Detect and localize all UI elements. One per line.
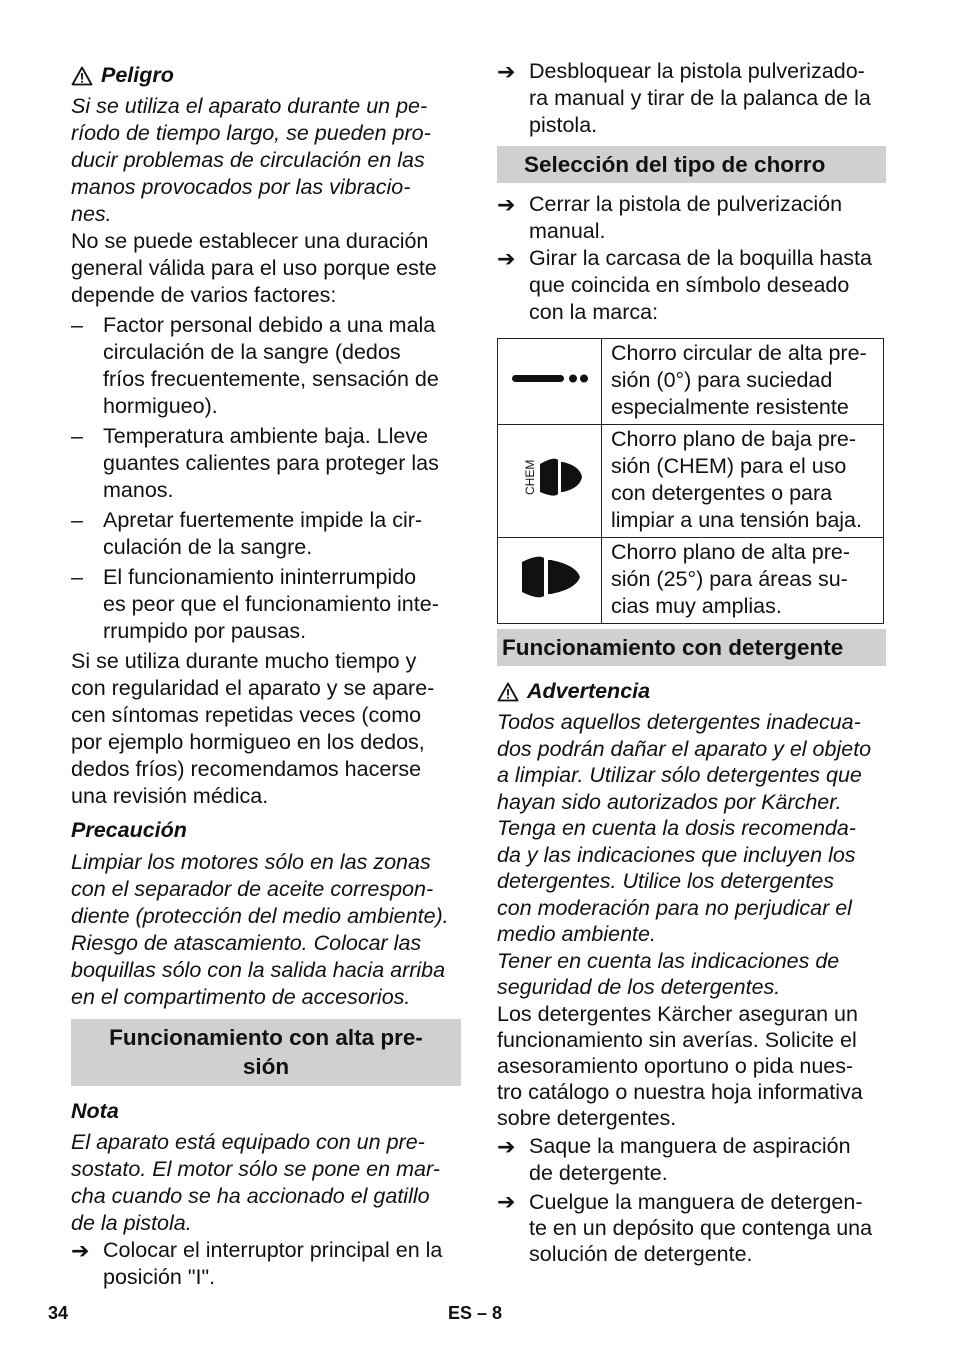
table-cell: Chorro plano de alta pre- sión (25°) para áreas su- cias muy amplias.: [602, 538, 884, 624]
section-heading-detergent: Funcionamiento con detergente: [497, 629, 886, 666]
svg-text:CHEM: CHEM: [522, 459, 537, 495]
medical-advice-paragraph: Si se utiliza durante mucho tiempo y con regularidad el aparato y se apare- cen síntomas repetidas veces (como por ejemplo hormigueo en los dedos, dedos fríos) recomendamos hacerse una revisión médica.: [71, 649, 435, 808]
flat-jet-25-icon: [498, 538, 602, 624]
list-item: – Temperatura ambiente baja. Lleve guantes calientes para proteger las manos.: [71, 424, 439, 502]
table-cell: Chorro circular de alta pre- sión (0°) para suciedad especialmente resistente: [602, 339, 884, 425]
section-heading-high-pressure: Funcionamiento con alta pre- sión: [71, 1019, 461, 1086]
instruction-step: ➔ Cuelgue la manguera de detergen- te en un depósito que contenga una solución de detergente.: [497, 1188, 873, 1266]
warning-triangle-icon: [71, 66, 93, 86]
note-text: El aparato está equipado con un pre- sostato. El motor sólo se pone en mar- cha cuando se ha accionado el gatillo de la pistola.: [71, 1130, 440, 1235]
chem-jet-icon: [498, 425, 602, 538]
table-row: [498, 425, 884, 538]
section-heading-jet-selection: Selección del tipo de chorro: [497, 146, 886, 183]
arrow-icon: ➔: [497, 192, 516, 217]
danger-header: [71, 62, 461, 89]
note-title: Nota: [71, 1099, 119, 1123]
list-item: – Apretar fuertemente impide la cir- culación de la sangre.: [71, 508, 423, 559]
danger-title: Peligro: [101, 63, 174, 87]
detergent-paragraph: Los detergentes Kärcher aseguran un funcionamiento sin averías. Solicite el asesoramiento oportuno o pida nues- tro catálogo o nuestra hoja informativa sobre detergentes.: [497, 1001, 863, 1130]
list-item: – El funcionamiento ininterrumpido es peor que el funcionamiento inte- rrumpido por pausas.: [71, 565, 439, 643]
instruction-step: ➔ Girar la carcasa de la boquilla hasta que coincida en símbolo deseado con la marca:: [497, 246, 872, 324]
factors-paragraph: No se puede establecer una duración general válida para el uso porque este depende de varios factores:: [71, 229, 437, 307]
warning-title: Advertencia: [527, 679, 651, 703]
table-cell: Chorro plano de baja pre- sión (CHEM) para el uso con detergentes o para limpiar a una tensión baja.: [602, 425, 884, 538]
table-row: [498, 538, 884, 624]
table-row: [498, 339, 884, 425]
arrow-icon: ➔: [497, 59, 516, 84]
section-marker: ES – 8: [448, 1303, 503, 1323]
instruction-step: ➔ Cerrar la pistola de pulverización manual.: [497, 192, 843, 243]
warning-text: Todos aquellos detergentes inadecua- dos podrán dañar el aparato y el objeto a limpiar. Utilizar sólo detergentes que hayan sido autorizados por Kärcher. Tenga en cuenta la dosis recomenda- da y las indicaciones que incluyen los detergentes. Utilice los detergentes con moderación para no perjudicar el medio ambiente. Tener en cuenta las indicaciones de seguridad de los detergentes.: [497, 710, 872, 999]
left-column: [71, 58, 461, 1291]
list-item: – Factor personal debido a una mala circulación de la sangre (dedos fríos frecuentemente, sensación de hormigueo).: [71, 313, 439, 418]
danger-text: Si se utiliza el aparato durante un pe- ríodo de tiempo largo, se pueden pro- ducir problemas de circulación en las manos provocados por las vibracio- nes.: [71, 94, 431, 226]
instruction-step: ➔ Desbloquear la pistola pulverizado- ra manual y tirar de la palanca de la pistola.: [497, 59, 871, 137]
caution-title: Precaución: [71, 818, 187, 842]
jet-type-table: [497, 338, 884, 624]
warning-header: [497, 678, 886, 705]
arrow-icon: ➔: [497, 246, 516, 271]
arrow-icon: ➔: [497, 1133, 516, 1159]
instruction-step: ➔ Colocar el interruptor principal en la posición "I".: [71, 1238, 443, 1289]
right-column: [497, 58, 886, 1267]
page-number: 34: [48, 1303, 69, 1323]
zero-degree-jet-icon: [498, 339, 602, 425]
instruction-step: ➔ Saque la manguera de aspiración de detergente.: [497, 1133, 851, 1185]
arrow-icon: ➔: [71, 1238, 90, 1263]
arrow-icon: ➔: [497, 1188, 516, 1214]
warning-triangle-icon: [497, 682, 519, 702]
caution-text: Limpiar los motores sólo en las zonas con el separador de aceite correspon- diente (protección del medio ambiente). Riesgo de atascamiento. Colocar las boquillas sólo con la salida hacia arriba en el compartimento de accesorios.: [71, 850, 449, 1009]
